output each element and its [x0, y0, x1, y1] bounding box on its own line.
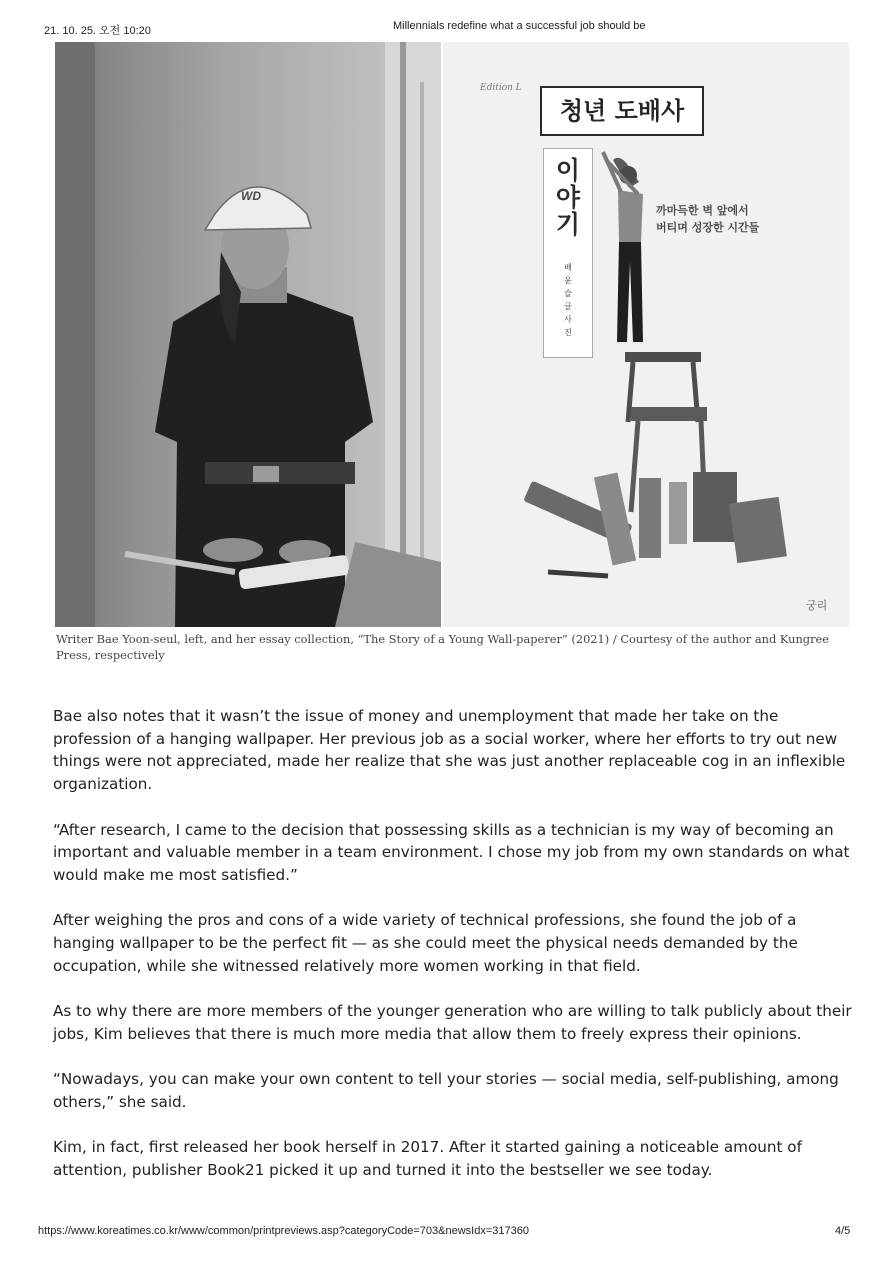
- helmet-logo-text: WD: [241, 189, 261, 203]
- print-source-url: https://www.koreatimes.co.kr/www/common/printpreviews.asp?categoryCode=703&newsIdx=317360: [38, 1225, 529, 1237]
- cover-title: 청년 도배사: [540, 86, 704, 136]
- cover-illustration: [443, 42, 849, 627]
- print-timestamp: 21. 10. 25. 오전 10:20: [44, 25, 151, 37]
- article-body: [53, 705, 853, 1204]
- article-paragraph: Kim, in fact, first released her book herself in 2017. After it started gaining a noticeable amount of attention, publisher Book21 picked it up and turned it into the bestseller we see today.: [53, 1138, 802, 1179]
- article-paragraph: As to why there are more members of the younger generation who are willing to talk publicly about their jobs, Kim believes that there is much more media that allow them to freely express their opinions.: [53, 1002, 852, 1043]
- cover-subtitle-line-2: 버티며 성장한 시간들: [656, 221, 760, 234]
- book-cover: [443, 42, 849, 627]
- print-page-number: 4/5: [835, 1225, 851, 1237]
- cover-publisher-logo: 궁리: [806, 599, 828, 612]
- article-paragraph: Bae also notes that it wasn’t the issue of money and unemployment that made her take on the profession of a hanging wallpaper. Her previous job as a social worker, where her efforts to try out new things were not appreciated, made her realize that she was just another replaceable cog in an inflexible organization.: [53, 707, 846, 794]
- author-photo-drawing: [55, 42, 441, 627]
- author-photo: [55, 42, 441, 627]
- article-paragraph: After weighing the pros and cons of a wide variety of technical professions, she found the job of a hanging wallpaper to be the perfect fit — as she could meet the physical needs demanded by the occupation, while she witnessed relatively more women working in that field.: [53, 911, 798, 975]
- article-paragraph: “Nowadays, you can make your own content to tell your stories — social media, self-publishing, among others,” she said.: [53, 1070, 839, 1111]
- cover-author-text: 배윤슬 글 사진: [564, 263, 572, 337]
- cover-subtitle-line-1: 까마득한 벽 앞에서: [656, 204, 749, 217]
- cover-vertical-title-text: 이야기: [555, 156, 581, 239]
- image-caption: Writer Bae Yoon-seul, left, and her essay collection, “The Story of a Young Wall-paperer” (2021) / Courtesy of the author and Kungree Press, respectively: [56, 632, 830, 662]
- article-paragraph: “After research, I came to the decision that possessing skills as a technician is my way of becoming an important and valuable member in a team environment. I chose my job from my own standards on what would make me most satisfied.”: [53, 820, 850, 884]
- cover-edition-label: Edition L: [480, 83, 522, 93]
- print-page-title: Millennials redefine what a successful job should be: [393, 20, 646, 32]
